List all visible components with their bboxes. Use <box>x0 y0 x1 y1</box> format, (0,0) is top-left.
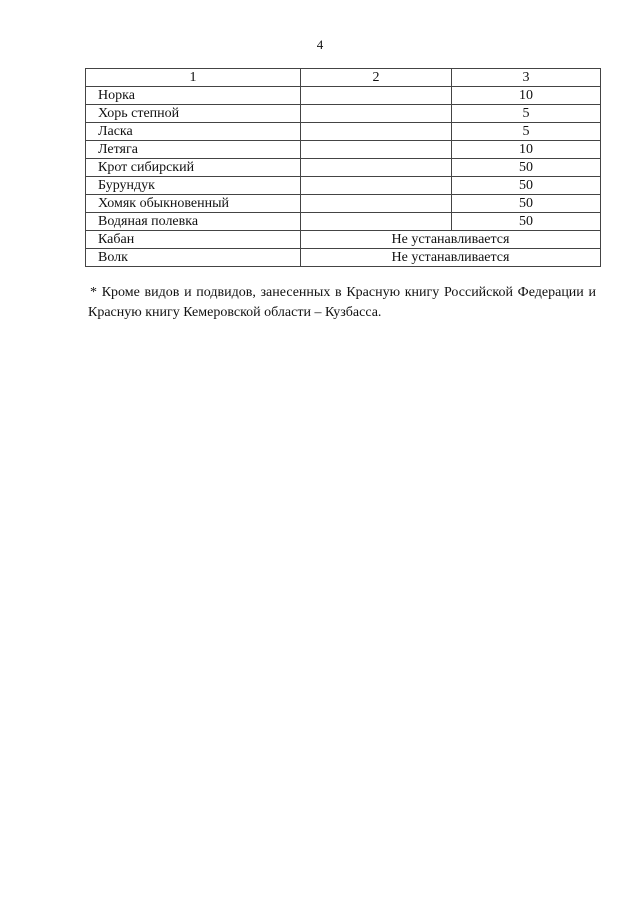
merged-value-cell: Не устанавливается <box>301 249 601 267</box>
species-name-cell: Хомяк обыкновенный <box>86 195 301 213</box>
species-name-cell: Ласка <box>86 123 301 141</box>
col2-cell <box>301 87 452 105</box>
value-cell: 50 <box>452 159 601 177</box>
species-name-cell: Водяная полевка <box>86 213 301 231</box>
species-table <box>85 68 601 267</box>
table-row <box>86 105 601 123</box>
header-cell-1: 1 <box>86 69 301 87</box>
col2-cell <box>301 159 452 177</box>
species-name-cell: Кабан <box>86 231 301 249</box>
header-cell-2: 2 <box>301 69 452 87</box>
value-cell: 50 <box>452 213 601 231</box>
col2-cell <box>301 177 452 195</box>
value-cell: 5 <box>452 105 601 123</box>
footnote: * Кроме видов и подвидов, занесенных в Красную книгу Российской Федерации и Красную книгу Кемеровской области – Кузбасса. <box>88 285 596 320</box>
table-row-merged <box>86 231 601 249</box>
species-name-cell: Хорь степной <box>86 105 301 123</box>
species-name-cell: Крот сибирский <box>86 159 301 177</box>
value-cell: 5 <box>452 123 601 141</box>
col2-cell <box>301 195 452 213</box>
species-name-cell: Летяга <box>86 141 301 159</box>
table-row <box>86 141 601 159</box>
table-row-merged <box>86 249 601 267</box>
species-name-cell: Волк <box>86 249 301 267</box>
value-cell: 10 <box>452 141 601 159</box>
merged-value-cell: Не устанавливается <box>301 231 601 249</box>
species-name-cell: Норка <box>86 87 301 105</box>
table-row <box>86 87 601 105</box>
value-cell: 10 <box>452 87 601 105</box>
header-cell-3: 3 <box>452 69 601 87</box>
page-number: 4 <box>316 37 324 52</box>
value-cell: 50 <box>452 177 601 195</box>
table-row <box>86 123 601 141</box>
table-row <box>86 159 601 177</box>
col2-cell <box>301 123 452 141</box>
table-header-row <box>86 69 601 87</box>
col2-cell <box>301 213 452 231</box>
table-row <box>86 195 601 213</box>
col2-cell <box>301 105 452 123</box>
table-row <box>86 177 601 195</box>
table-row <box>86 213 601 231</box>
species-name-cell: Бурундук <box>86 177 301 195</box>
value-cell: 50 <box>452 195 601 213</box>
col2-cell <box>301 141 452 159</box>
